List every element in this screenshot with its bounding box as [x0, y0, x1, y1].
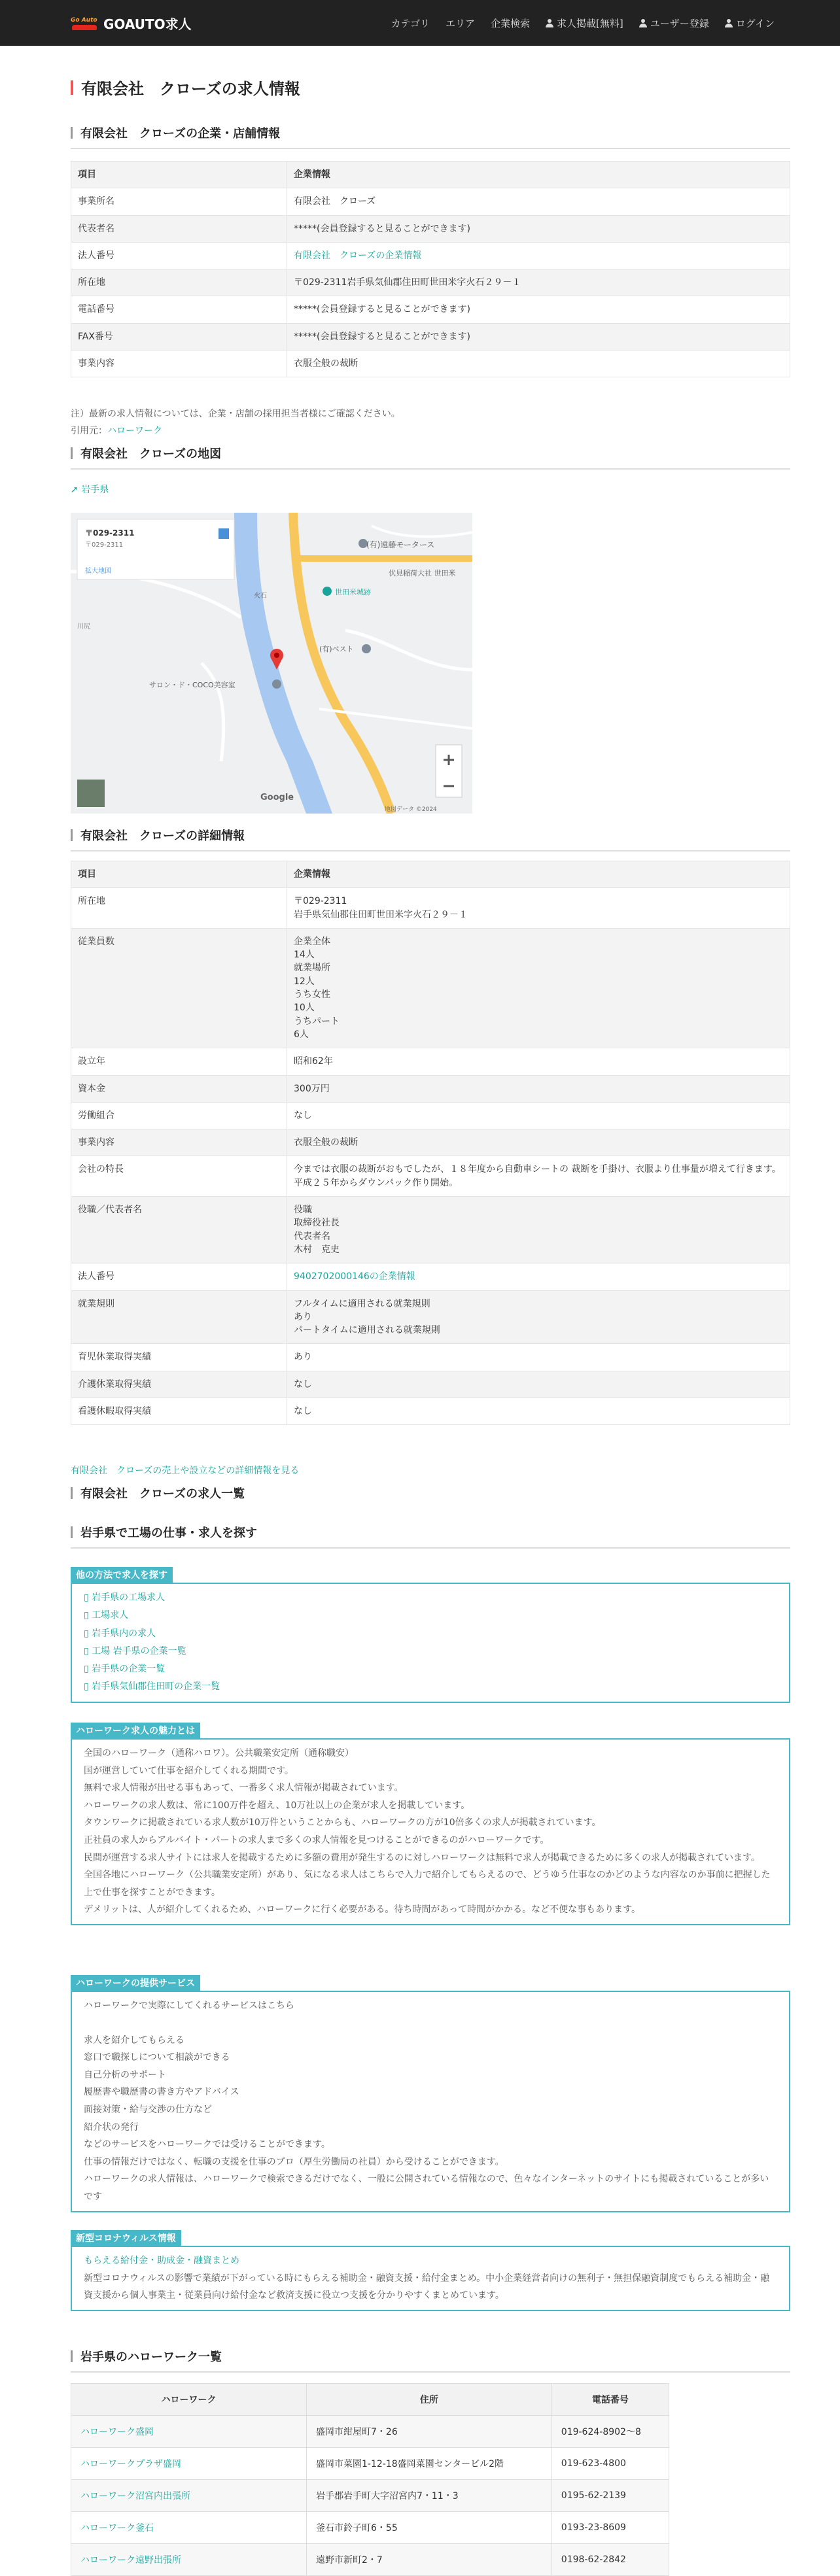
- table-row: [71, 323, 790, 350]
- table-row: [71, 928, 790, 1048]
- row-label: 育児休業取得実績: [71, 1344, 287, 1371]
- zoom-out-button[interactable]: [437, 772, 461, 796]
- hw-phone-cell: 019-624-8902〜8: [551, 2416, 669, 2448]
- map-label-shrine: 伏見稲荷大社 世田米: [389, 569, 456, 577]
- map-label-best: (有)ベスト: [319, 645, 354, 653]
- source-line: [71, 424, 790, 437]
- top-navbar: [0, 0, 840, 46]
- brand[interactable]: [71, 13, 192, 33]
- map-card-link[interactable]: 拡大地図: [85, 568, 111, 575]
- info-line: 正社員の求人からアルバイト・パートの求人まで多くの求人情報を見つけることができるのがハローワークです。: [84, 1834, 550, 1846]
- other-search-label: 他の方法で求人を探す: [71, 1567, 173, 1583]
- row-value: 衣服全般の裁断: [287, 1129, 790, 1156]
- map-label-hiishi: 火石: [254, 592, 267, 600]
- table-row: [71, 1102, 790, 1129]
- row-value: 〒029-2311 岩手県気仙郡住田町世田米字火石２９－１: [287, 888, 790, 929]
- hw-list-heading-text: 岩手県のハローワーク一覧: [80, 2350, 222, 2364]
- factory-heading: [71, 1524, 790, 1549]
- table-header-cell: 項目: [71, 861, 287, 888]
- hw-name-cell: [71, 2480, 307, 2512]
- row-value: *****(会員登録すると見ることができます): [287, 215, 790, 242]
- row-value-link[interactable]: 有限会社 クローズの企業情報: [294, 250, 422, 261]
- map-canvas[interactable]: [71, 513, 472, 814]
- row-value: 有限会社 クローズ: [287, 188, 790, 215]
- hw-phone-cell: 0193-23-8609: [551, 2512, 669, 2544]
- row-value: なし: [287, 1371, 790, 1398]
- table-row: [71, 2416, 669, 2448]
- row-label: 設立年: [71, 1048, 287, 1075]
- table-row: [71, 2480, 669, 2512]
- info-line: 全国各地にハローワーク（公共職業安定所）があり、気になる求人はこちらで入力で紹介してもらえるので、どうゆう仕事なのかどのような内容なのか事前に把握した上で仕事を探すことができます。: [84, 1870, 771, 1898]
- map-heading: [71, 445, 790, 470]
- link-iwate-factory[interactable]: ▯ 岩手県の工場求人: [84, 1589, 777, 1607]
- brand-name[interactable]: GOAUTO求人: [103, 16, 192, 32]
- detail-more-link[interactable]: 有限会社 クローズの売上や設立などの詳細情報を見る: [71, 1466, 300, 1476]
- corona-box: [71, 2246, 790, 2311]
- nav-login-label: ログイン: [735, 17, 775, 29]
- table-header-row: [71, 861, 790, 888]
- row-label: 就業規則: [71, 1290, 287, 1344]
- user-icon: [725, 19, 733, 27]
- corona-label: 新型コロナウィルス情報: [71, 2230, 181, 2246]
- row-value: 役職 取締役社長 代表者名 木村 克史: [287, 1197, 790, 1263]
- hw-name-cell: [71, 2448, 307, 2480]
- table-row: [71, 1129, 790, 1156]
- hw-office-link[interactable]: ハローワーク釜石: [80, 2523, 154, 2533]
- table-row: [71, 1048, 790, 1075]
- jobs-heading-text: 有限会社 クローズの求人一覧: [80, 1487, 245, 1501]
- map-embed[interactable]: [71, 513, 472, 814]
- row-value: [287, 1263, 790, 1290]
- row-value: [287, 242, 790, 269]
- table-row: [71, 215, 790, 242]
- row-value: 企業全体 14人 就業場所 12人 うち女性 10人 うちパート 6人: [287, 928, 790, 1048]
- row-label: 代表者名: [71, 215, 287, 242]
- table-header-cell: 企業情報: [287, 861, 790, 888]
- info-line: 履歴書や職歴書の書き方やアドバイス: [84, 2087, 239, 2098]
- table-header-cell: 住所: [307, 2384, 552, 2416]
- title-bar-icon: [71, 80, 73, 95]
- nav-post-job-label: 求人掲載[無料]: [557, 17, 623, 29]
- link-iwate-jobs[interactable]: ▯ 岩手県内の求人: [84, 1625, 777, 1643]
- info-line: 自己分析のサポート: [84, 2069, 166, 2080]
- info-line: 全国のハローワーク（通称ハロワ）。公共職業安定所（通称職安）: [84, 1748, 354, 1759]
- row-label: 介護休業取得実績: [71, 1371, 287, 1398]
- nav-register-label: ユーザー登録: [650, 17, 709, 29]
- table-row: [71, 1156, 790, 1197]
- table-row: [71, 2512, 669, 2544]
- table-row: [71, 1371, 790, 1398]
- hw-list-heading: [71, 2348, 790, 2373]
- corona-link[interactable]: もらえる給付金・助成金・融資まとめ: [84, 2256, 239, 2266]
- nav-post-job[interactable]: [546, 16, 623, 30]
- other-search-box: [71, 1583, 790, 1703]
- user-icon: [546, 19, 553, 27]
- map-label-salon: サロン・ド・COCO美容室: [149, 681, 236, 689]
- link-sumita-companies[interactable]: ▯ 岩手県気仙郡住田町の企業一覧: [84, 1678, 777, 1696]
- row-value: *****(会員登録すると見ることができます): [287, 296, 790, 323]
- map-label-motors: (有)遠藤モータース: [366, 540, 435, 549]
- map-label-castle: 世田米城跡: [335, 588, 371, 596]
- link-iwate-companies[interactable]: ▯ 岩手県の企業一覧: [84, 1660, 777, 1678]
- info-line: 仕事の情報だけではなく、転職の支援を仕事のプロ（厚生労働局の社員）から受けることができます。: [84, 2156, 504, 2167]
- hw-services-box: [71, 1991, 790, 2212]
- table-row: [71, 188, 790, 215]
- row-label: 事業内容: [71, 351, 287, 377]
- link-factory-iwate-companies[interactable]: ▯ 工場 岩手県の企業一覧: [84, 1643, 777, 1660]
- table-row: [71, 2448, 669, 2480]
- info-line: ハローワークの求人数は、常に100万件を超え、10万社以上の企業が求人を掲載しています。: [84, 1800, 470, 1811]
- info-line: 面接対策・給与交渉の仕方など: [84, 2104, 212, 2115]
- row-label: 労働組合: [71, 1102, 287, 1129]
- row-value: 衣服全般の裁断: [287, 351, 790, 377]
- row-label: 役職／代表者名: [71, 1197, 287, 1263]
- row-label: 所在地: [71, 888, 287, 929]
- detail-info-table: [71, 861, 790, 1425]
- nav-area[interactable]: エリア: [445, 17, 475, 29]
- hw-address-cell: 盛岡市菜園1-12-18盛岡菜園センタービル2階: [307, 2448, 552, 2480]
- hw-address-cell: 遠野市新町2・7: [307, 2544, 552, 2576]
- corona-text: 新型コロナウィルスの影響で業績が下がっている時にもらえる補助金・融資支援・給付金まとめ。中小企業経営者向けの無利子・無担保融資制度でもらえる補助金・融資支援から個人事業主・従業員向け給付金など救済支援に役立つ支援を分かりやすくまとめています。: [84, 2273, 770, 2301]
- row-value: 今までは衣服の裁断がおもでしたが、１８年度から自動車シートの 裁断を手掛け、衣服より仕事量が増えて行きます。平成２５年からダウンパック作り開始。: [287, 1156, 790, 1197]
- row-value: 〒029-2311岩手県気仙郡住田町世田米字火石２９－１: [287, 269, 790, 296]
- hw-office-link[interactable]: ハローワーク盛岡: [80, 2427, 154, 2437]
- info-line: 紹介状の発行: [84, 2121, 139, 2133]
- notice-text: 注）最新の求人情報については、企業・店舗の採用担当者様にご確認ください。: [71, 409, 400, 419]
- link-factory[interactable]: ▯ 工場求人: [84, 1607, 777, 1624]
- table-row: [71, 1290, 790, 1344]
- row-value: あり: [287, 1344, 790, 1371]
- row-value: なし: [287, 1102, 790, 1129]
- hw-name-cell: [71, 2512, 307, 2544]
- hw-phone-cell: 0198-62-2842: [551, 2544, 669, 2576]
- pref-link-label: 岩手県: [81, 485, 109, 495]
- row-label: 法人番号: [71, 1263, 287, 1290]
- nav-register[interactable]: [639, 16, 709, 30]
- row-label: 事業所名: [71, 188, 287, 215]
- table-header-cell: 企業情報: [287, 162, 790, 188]
- page-title: [71, 76, 790, 99]
- page-title-text: 有限会社 クローズの求人情報: [81, 80, 300, 98]
- row-label: 会社の特長: [71, 1156, 287, 1197]
- nav-company-search[interactable]: 企業検索: [490, 17, 530, 29]
- company-info-heading: [71, 124, 790, 149]
- detail-heading: [71, 827, 790, 851]
- map-heading-text: 有限会社 クローズの地図: [80, 447, 222, 461]
- hw-name-cell: [71, 2544, 307, 2576]
- info-line: 国が運営していて仕事を紹介してくれる期間です。: [84, 1765, 294, 1776]
- table-row: [71, 351, 790, 377]
- info-line: タウンワークに掲載されている求人数が10万件ということからも、ハローワークの方が10倍多くの求人が掲載されています。: [84, 1817, 601, 1829]
- hw-address-cell: 盛岡市紺屋町7・26: [307, 2416, 552, 2448]
- hw-appeal-box: [71, 1738, 790, 1925]
- table-header-cell: ハローワーク: [71, 2384, 307, 2416]
- info-line: 無料で求人情報が出せる事もあって、一番多く求人情報が掲載されています。: [84, 1783, 404, 1794]
- row-label: 従業員数: [71, 928, 287, 1048]
- hw-name-cell: [71, 2416, 307, 2448]
- row-value: なし: [287, 1398, 790, 1425]
- table-row: [71, 242, 790, 269]
- detail-heading-text: 有限会社 クローズの詳細情報: [80, 829, 245, 843]
- factory-heading-text: 岩手県で工場の仕事・求人を探す: [80, 1526, 257, 1540]
- map-card-addr: 〒029-2311: [85, 541, 124, 549]
- info-line: [84, 2015, 777, 2032]
- table-row: [71, 1075, 790, 1102]
- row-value: フルタイムに適用される就業規則 あり パートタイムに適用される就業規則: [287, 1290, 790, 1344]
- table-row: [71, 269, 790, 296]
- company-info-heading-text: 有限会社 クローズの企業・店舗情報: [80, 127, 281, 141]
- info-line: ハローワークで実際にしてくれるサービスはこちら: [84, 2001, 294, 2011]
- user-icon: [639, 19, 647, 27]
- table-row: [71, 296, 790, 323]
- hw-phone-cell: 0195-62-2139: [551, 2480, 669, 2512]
- row-value: 昭和62年: [287, 1048, 790, 1075]
- google-logo: Google: [260, 793, 294, 802]
- table-header-row: [71, 162, 790, 188]
- nav-category[interactable]: カテゴリ: [391, 17, 430, 29]
- row-label: 看護休暇取得実績: [71, 1398, 287, 1425]
- source-label: 引用元：: [71, 426, 107, 436]
- table-header-cell: 項目: [71, 162, 287, 188]
- table-row: [71, 1344, 790, 1371]
- hw-address-cell: 岩手郡岩手町大字沼宮内7・11・3: [307, 2480, 552, 2512]
- hw-office-link[interactable]: ハローワーク沼宮内出張所: [80, 2491, 190, 2501]
- company-info-table: [71, 161, 790, 377]
- row-value: 300万円: [287, 1075, 790, 1102]
- map-label-kawajiri: 川尻: [77, 623, 90, 630]
- brand-logo-icon: Go Auto: [71, 13, 98, 33]
- hw-appeal-label: ハローワーク求人の魅力とは: [71, 1723, 200, 1738]
- hw-address-cell: 釜石市鈴子町6・55: [307, 2512, 552, 2544]
- row-label: 事業内容: [71, 1129, 287, 1156]
- info-line: ハローワークの求人情報は、ハローワークで検索できるだけでなく、一般に公開されている情報なので、色々なインターネットのサイトにも掲載されていることが多いです: [84, 2174, 769, 2202]
- nav-login[interactable]: [725, 16, 775, 30]
- info-line: などのサービスをハローワークでは受けることができます。: [84, 2139, 330, 2150]
- table-header-row: [71, 2384, 669, 2416]
- hw-phone-cell: 019-623-4800: [551, 2448, 669, 2480]
- hw-office-link[interactable]: ハローワーク遠野出張所: [80, 2555, 181, 2566]
- info-line: デメリットは、人が紹介してくれるため、ハローワークに行く必要がある。待ち時間があって時間がかかる。など不便な事もあります。: [84, 1904, 641, 1915]
- row-label: 所在地: [71, 269, 287, 296]
- hw-services-label: ハローワークの提供サービス: [71, 1975, 200, 1991]
- row-label: FAX番号: [71, 323, 287, 350]
- jobs-heading: [71, 1485, 790, 1502]
- info-line: 民間が運営する求人サイトには求人を掲載するために多額の費用が発生するのに対しハローワークは無料で求人が掲載できるために多くの求人が掲載されています。: [84, 1852, 760, 1863]
- table-row: [71, 1398, 790, 1425]
- table-header-cell: 電話番号: [551, 2384, 669, 2416]
- row-label: 電話番号: [71, 296, 287, 323]
- street-view-icon[interactable]: [77, 780, 105, 807]
- table-row: [71, 888, 790, 929]
- table-row: [71, 1197, 790, 1263]
- map-card-postal: 〒029-2311: [85, 528, 135, 538]
- hw-list-table: [71, 2383, 669, 2576]
- table-row: [71, 1263, 790, 1290]
- table-row: [71, 2544, 669, 2576]
- map-copyright: 地図データ ©2024: [385, 806, 437, 813]
- row-label: 資本金: [71, 1075, 287, 1102]
- row-value-link[interactable]: 9402702000146の企業情報: [294, 1271, 415, 1282]
- source-link[interactable]: ハローワーク: [107, 426, 162, 436]
- zoom-in-button[interactable]: [437, 746, 461, 770]
- row-value: *****(会員登録すると見ることができます): [287, 323, 790, 350]
- pref-link[interactable]: ➚ 岩手県: [71, 485, 109, 495]
- nav-links: [391, 16, 775, 30]
- info-line: 窓口で職探しについて相談ができる: [84, 2052, 230, 2063]
- info-line: 求人を紹介してもらえる: [84, 2035, 184, 2046]
- hw-office-link[interactable]: ハローワークプラザ盛岡: [80, 2459, 181, 2469]
- row-label: 法人番号: [71, 242, 287, 269]
